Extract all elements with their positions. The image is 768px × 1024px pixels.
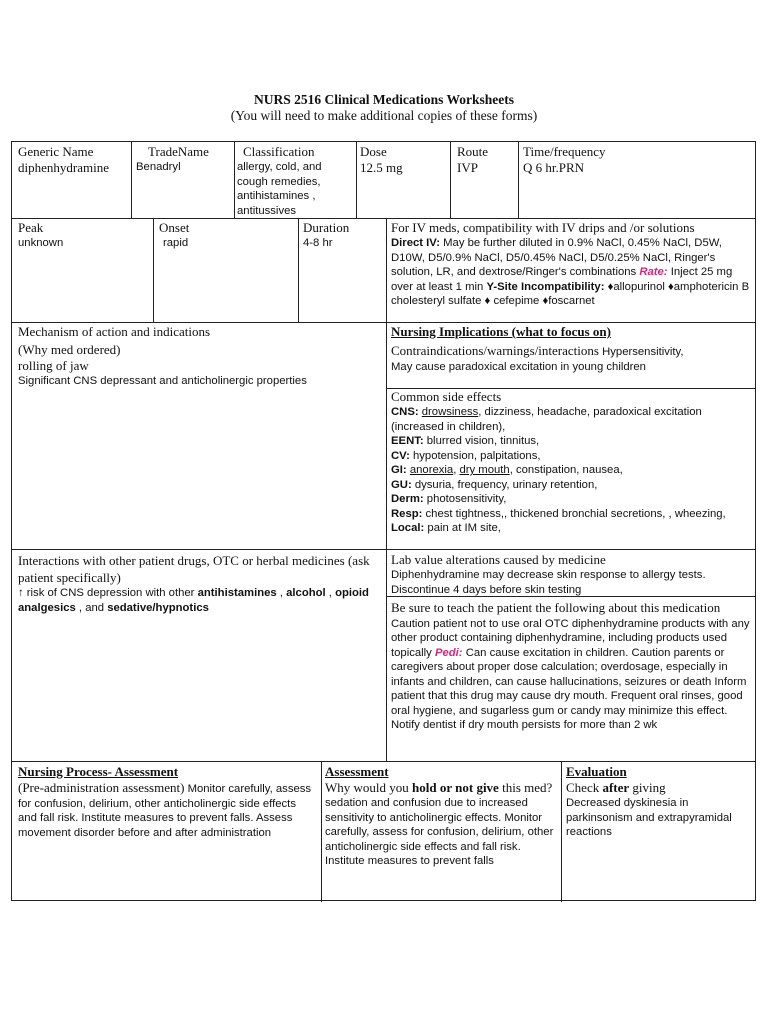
row-divider [12,761,755,762]
check-pre: Check [566,780,603,795]
lab-values-cell [391,552,753,597]
iv-compatibility-cell [391,220,753,309]
duration-value: 4-8 hr [303,237,333,249]
contraindications-value: Hypersensitivity, [598,346,684,358]
side-effect-derm [391,492,753,507]
onset-value: rapid [163,237,189,249]
document-title: NURS 2516 Clinical Medications Worksheets [253,92,514,107]
cv-label: CV: [391,449,410,462]
teaching-text-1: Caution patient not to use oral OTC diphenhydramine products with any other product containing diphenhydramine, including products used topically [391,617,750,659]
derm-label: Derm: [391,493,424,505]
onset-label: Onset [159,220,190,235]
evaluation-cell [566,764,754,840]
interactions-text: ↑ risk of CNS depression with other [18,587,198,599]
document-subtitle: (You will need to make additional copies of these forms) [230,108,538,123]
trade-name-label: TradeName [148,144,209,159]
peak-value: unknown [18,237,64,249]
side-effect-eent [391,434,753,449]
row-divider [12,549,755,550]
col-divider [518,142,519,218]
col-divider [321,761,322,902]
rate-label: Rate: [639,266,668,278]
evaluation-header: Evaluation [566,764,627,779]
ysite-text: ♦allopurinol ♦amphotericin B cholesteryl sulfate ♦ cefepime ♦foscarnet [391,280,750,307]
peak-cell [18,220,148,251]
teaching-label: Be sure to teach the patient the following about this medication [391,600,721,615]
side-effect-gi [391,463,753,478]
contraindications-note: May cause paradoxical excitation in young children [391,361,646,373]
side-effect-cv [391,449,753,464]
side-effect-local [391,521,753,536]
nursing-assessment-header: Nursing Process- Assessment [18,764,179,779]
generic-name-cell [18,144,128,176]
resp-label: Resp: [391,507,423,520]
gu-label: GU: [391,478,412,491]
lab-values-label: Lab value alterations caused by medicine [391,552,606,567]
duration-label: Duration [303,220,350,235]
duration-cell [303,220,383,251]
interaction-drug-antihistamines: antihistamines [197,587,277,599]
dose-cell [360,144,448,176]
direct-iv-text: May be further diluted in 0.9% NaCl, 0.45% NaCl, D5W, D10W, D5/0.9% NaCl, D5/0.45% NaCl, D5/0.25% NaCl, Ringer's solution, LR, and dextrose/Ringer's combinations [391,237,722,278]
gi-separator: , [453,464,460,476]
teaching-text-2: Can cause excitation in children. Caution parents or caregivers about proper dose calculation; overdosage, especially in infants and children, can cause hallucinations, seizures or death Inform patient that this drug may cause dry mouth. Frequent oral rinses, good oral hygiene, and sugarless gum or candy may minimize this effect. Notify dentist if dry mouth persists for more than 2 wk [391,646,747,731]
col-divider [356,142,357,218]
interactions-sep: , [276,587,287,599]
interactions-value [18,586,378,615]
side-effect-cns [391,405,753,434]
classification-cell [237,144,353,218]
cns-label: CNS: [391,406,419,418]
mechanism-cell [18,324,380,389]
time-frequency-label: Time/frequency [523,144,606,159]
trade-name-cell [136,144,232,175]
route-cell [457,144,517,176]
col-divider [386,218,387,761]
gi-label: GI: [391,464,407,476]
interactions-label: Interactions with other patient drugs, OTC or herbal medicines (ask patient specifically) [18,553,370,585]
derm-text: photosensitivity, [423,493,507,505]
local-text: pain at IM site, [424,522,501,534]
iv-compatibility-value [391,236,753,309]
side-effect-resp [391,507,753,522]
hold-reason: sedation and confusion due to increased sensitivity to anticholinergic effects. Monitor carefully, assess for confusion, delirium, other anticholinergic side effects and fall risk. Institute measures to prevent falls [325,797,554,867]
gi-anorexia: anorexia [409,464,454,476]
side-effects-cell [391,389,753,536]
why-ordered-label: (Why med ordered) [18,342,121,357]
direct-iv-label: Direct IV: [391,237,440,249]
pedi-label: Pedi: [434,646,463,659]
hold-question-post: this med? [498,780,553,795]
eent-text: blurred vision, tinnitus, [423,435,540,447]
contraindications-label: Contraindications/warnings/interactions [391,343,599,358]
interactions-cell [18,552,378,615]
col-divider [153,218,154,322]
interaction-drug-sedatives: sedative/hypnotics [107,601,209,614]
cns-text: , dizziness, headache, paradoxical excitation (increased in children), [391,406,702,433]
classification-label: Classification [243,144,315,159]
time-frequency-value: Q 6 hr.PRN [523,160,585,175]
dose-value: 12.5 mg [360,160,403,175]
col-divider [298,218,299,322]
gi-dry-mouth: dry mouth [459,464,510,476]
side-effect-gu [391,478,753,493]
pre-admin-value: Monitor carefully, assess for confusion, delirium, other anticholinergic side effects and fall risk. Institute measures to prevent falls. Assess movement disorder before and after administration [18,783,312,839]
lab-values-value: Diphenhydramine may decrease skin response to allergy tests. Discontinue 4 days before skin testing [391,569,706,596]
col-divider [131,142,132,218]
gi-text: , constipation, nausea, [509,464,623,476]
check-bold: after [602,780,630,795]
resp-text: chest tightness,, thickened bronchial secretions, , wheezing, [422,507,726,520]
eent-label: EENT: [391,435,424,447]
pre-admin-label: (Pre-administration assessment) [18,780,185,795]
col-divider [561,761,562,902]
assessment-header: Assessment [325,764,389,779]
col-divider [234,142,235,218]
mechanism-value-2: Significant CNS depressant and anticholinergic properties [18,375,307,387]
nursing-implications-cell [391,324,753,375]
route-value: IVP [457,160,478,175]
mechanism-value-1: rolling of jaw [18,358,89,373]
rate-text: Inject 25 mg over at least 1 min [391,266,733,293]
generic-name-value: diphenhydramine [18,160,109,175]
cv-text: hypotension, palpitations, [409,449,541,462]
interaction-drug-alcohol: alcohol [286,587,326,599]
interactions-sep: , and [75,601,108,614]
interactions-sep: , [325,587,336,599]
hold-question-pre: Why would you [325,780,413,795]
cns-drowsiness: drowsiness [421,406,479,418]
check-post: giving [629,780,666,795]
onset-cell [159,220,294,251]
nursing-implications-header: Nursing Implications (what to focus on) [391,324,611,339]
mechanism-label: Mechanism of action and indications [18,324,211,339]
ysite-label: Y-Site Incompatibility: [486,280,605,293]
row-divider [12,218,755,219]
dose-label: Dose [360,144,387,159]
local-label: Local: [391,522,425,534]
assessment-cell [325,764,557,869]
generic-name-label: Generic Name [18,144,94,159]
route-label: Route [457,144,489,159]
teaching-cell [391,599,753,733]
row-divider [12,322,755,323]
evaluation-value: Decreased dyskinesia in parkinsonism and extrapyramidal reactions [566,797,732,838]
check-after-giving [566,780,754,796]
side-effects-list [391,405,753,536]
gu-text: dysuria, frequency, urinary retention, [411,478,598,491]
peak-label: Peak [18,220,44,235]
trade-name-value: Benadryl [136,161,181,173]
time-frequency-cell [523,144,751,176]
hold-question [325,780,557,796]
teaching-text [391,599,753,733]
classification-value: allergy, cold, and cough remedies, antihistamines , antitussives [237,161,322,217]
side-effects-label: Common side effects [391,389,502,404]
iv-compatibility-label: For IV meds, compatibility with IV drips and /or solutions [391,220,695,235]
nursing-assessment-cell [18,764,316,840]
col-divider [450,142,451,218]
interaction-drug-opioids: opioid analgesics [18,587,369,614]
hold-question-bold: hold or not give [412,780,499,795]
